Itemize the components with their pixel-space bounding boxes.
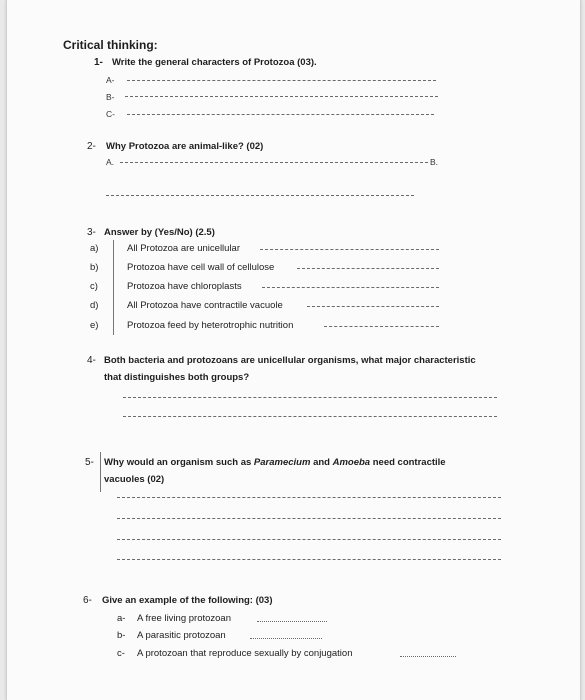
q5-text-line1 — [104, 457, 446, 468]
q6-item-c-letter: c- — [117, 648, 125, 659]
q6-item-a-letter: a- — [117, 613, 126, 624]
q4-answer-line-1[interactable] — [123, 397, 497, 398]
q3-item-e-letter: e) — [90, 320, 99, 331]
q5-answer-line-4[interactable] — [117, 559, 501, 560]
q4-text-line2: that distinguishes both groups? — [104, 372, 250, 383]
q3-answer-line-d[interactable] — [307, 306, 439, 307]
q2-label-a: A. — [106, 157, 115, 167]
q6-item-b-letter: b- — [117, 630, 126, 641]
q2-number: 2- — [87, 141, 96, 152]
section-heading: Critical thinking: — [63, 38, 158, 52]
q1-answer-line-a[interactable] — [127, 80, 436, 81]
q3-item-b-text: Protozoa have cell wall of cellulose — [127, 262, 275, 273]
q3-answer-line-b[interactable] — [297, 268, 439, 269]
q5-answer-line-1[interactable] — [117, 497, 501, 498]
q3-text: Answer by (Yes/No) (2.5) — [104, 227, 215, 238]
q6-number: 6- — [83, 595, 92, 606]
q3-answer-line-e[interactable] — [324, 326, 439, 327]
q4-number: 4- — [87, 355, 96, 366]
q5-answer-line-3[interactable] — [117, 539, 501, 540]
q6-text: Give an example of the following: (03) — [102, 595, 273, 606]
q5-number: 5- — [85, 457, 94, 468]
q5-mid: and — [310, 457, 333, 468]
q3-item-b-letter: b) — [90, 262, 99, 273]
q1-answer-line-c[interactable] — [127, 114, 434, 115]
q2-answer-line-a[interactable] — [120, 162, 428, 163]
q3-item-d-text: All Protozoa have contractile vacuole — [127, 300, 283, 311]
q2-answer-line-b[interactable] — [106, 195, 414, 196]
q3-answer-line-c[interactable] — [262, 287, 439, 288]
q6-answer-line-a[interactable] — [257, 621, 327, 622]
q5-italic-amoeba: Amoeba — [332, 457, 371, 468]
q3-item-e-text: Protozoa feed by heterotrophic nutrition — [127, 320, 294, 331]
q3-answer-line-a[interactable] — [260, 249, 439, 250]
q1-option-c: C- — [106, 109, 115, 119]
q1-answer-line-b[interactable] — [125, 96, 438, 97]
q5-italic-paramecium: Paramecium — [253, 457, 311, 468]
q6-answer-line-b[interactable] — [250, 638, 322, 639]
q2-label-b: B. — [430, 157, 439, 167]
q1-option-b: B- — [106, 92, 115, 102]
q6-item-c-text: A protozoan that reproduce sexually by conjugation — [137, 648, 353, 659]
column-divider — [113, 240, 114, 335]
q3-item-a-letter: a) — [90, 243, 99, 254]
q5-text-line2: vacuoles (02) — [104, 474, 165, 485]
worksheet-page — [6, 0, 581, 700]
q3-item-c-letter: c) — [90, 281, 98, 292]
q1-text: Write the general characters of Protozoa (03). — [112, 57, 317, 68]
q5-suffix: need contractile — [370, 457, 446, 468]
q3-number: 3- — [87, 227, 96, 238]
q6-item-b-text: A parasitic protozoan — [137, 630, 226, 641]
q3-item-a-text: All Protozoa are unicellular — [127, 243, 241, 254]
q4-text-line1: Both bacteria and protozoans are unicellular organisms, what major characteristic — [104, 355, 476, 366]
q3-item-c-text: Protozoa have chloroplasts — [127, 281, 242, 292]
q6-answer-line-c[interactable] — [400, 656, 456, 657]
q5-answer-line-2[interactable] — [117, 518, 501, 519]
q6-item-a-text: A free living protozoan — [137, 613, 232, 624]
q2-text: Why Protozoa are animal-like? (02) — [106, 141, 264, 152]
q1-number: 1- — [94, 57, 103, 68]
q5-margin-mark — [100, 452, 101, 492]
q4-answer-line-2[interactable] — [123, 416, 497, 417]
q5-prefix: Why would an organism such as — [104, 457, 254, 468]
q3-item-d-letter: d) — [90, 300, 99, 311]
q1-option-a: A- — [106, 75, 115, 85]
